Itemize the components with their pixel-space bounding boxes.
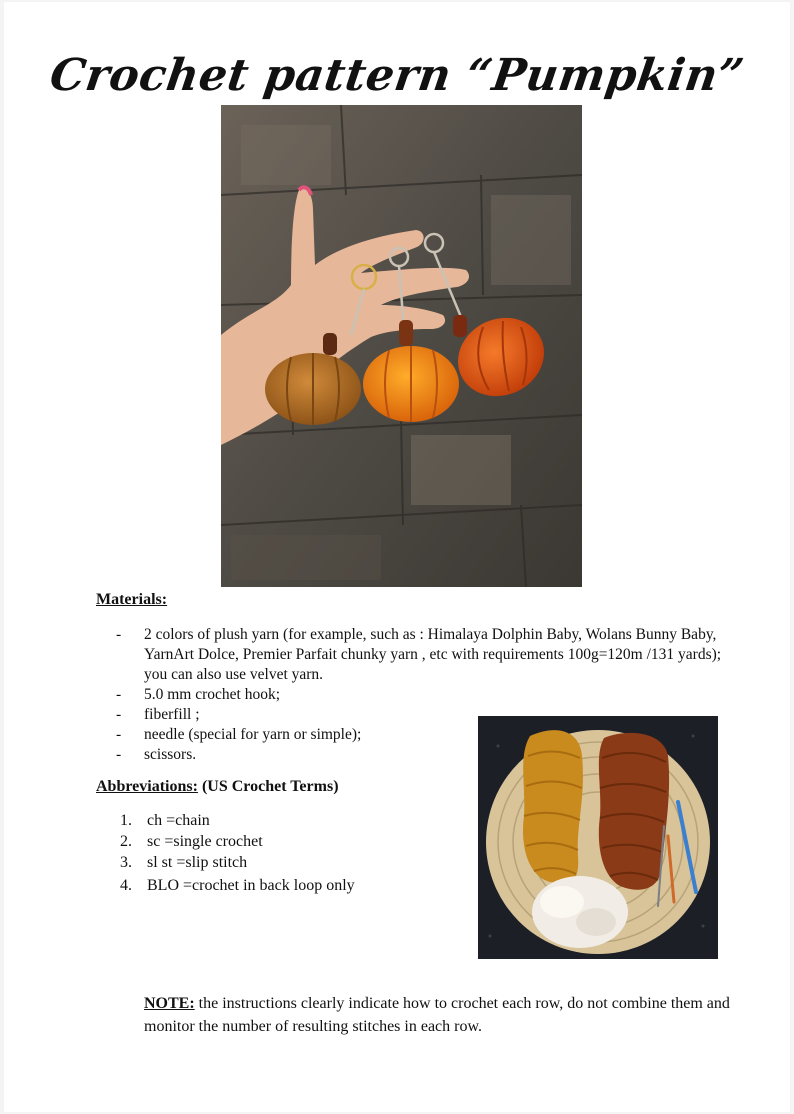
abbreviation-text: sc =single crochet: [147, 833, 263, 850]
bullet-dash: -: [116, 706, 122, 723]
item-number: 1.: [120, 812, 132, 829]
abbreviation-text: sl st =slip stitch: [147, 854, 248, 871]
page-title: Crochet pattern “Pumpkin”: [46, 50, 748, 101]
note-text: the instructions clearly indicate how to crochet each row, do not combine them and monitor the number of resulting stitches in each row.: [144, 995, 730, 1035]
abbreviation-text: ch =chain: [147, 812, 210, 829]
material-text: scissors.: [144, 746, 197, 763]
item-number: 3.: [120, 854, 132, 871]
note-label: NOTE:: [144, 995, 195, 1012]
material-text: fiberfill ;: [144, 706, 200, 723]
item-number: 2.: [120, 833, 132, 850]
materials-heading: Materials:: [96, 591, 168, 608]
bullet-dash: -: [116, 746, 122, 763]
list-item: [120, 852, 355, 873]
note-paragraph: [144, 992, 734, 1038]
bullet-dash: -: [116, 686, 122, 703]
material-text: 5.0 mm crochet hook;: [144, 686, 281, 703]
abbreviation-text: BLO =crochet in back loop only: [147, 877, 355, 894]
abbreviations-list: [120, 810, 355, 896]
pumpkin-keychains-photo: [221, 105, 582, 587]
list-item: [120, 875, 355, 896]
list-item: [120, 831, 355, 852]
material-text: 2 colors of plush yarn (for example, such as : Himalaya Dolphin Baby, Wolans Bunny Baby, YarnArt Dolce, Premier Parfait chunky yarn , etc with requirements 100g=120m /131 yards); you can also use velvet yarn.: [144, 626, 722, 683]
document-page: [4, 2, 790, 1112]
material-text: needle (special for yarn or simple);: [144, 726, 362, 743]
list-item: [116, 685, 736, 705]
yarn-materials-photo: [478, 716, 718, 959]
list-item: [120, 810, 355, 831]
list-item: [116, 625, 736, 685]
bullet-dash: -: [116, 626, 122, 643]
abbreviations-heading: Abbreviations: (US Crochet Terms): [96, 778, 339, 795]
bullet-dash: -: [116, 726, 122, 743]
item-number: 4.: [120, 877, 132, 894]
